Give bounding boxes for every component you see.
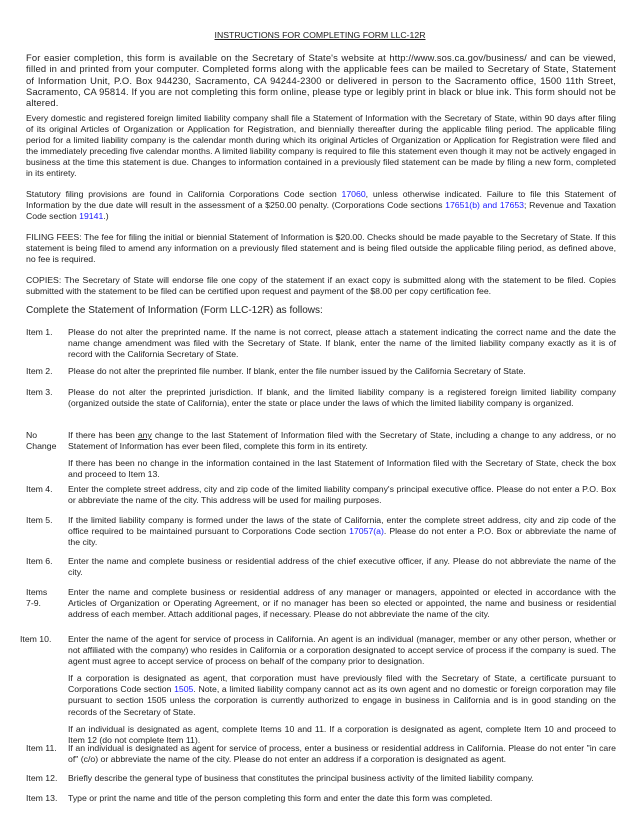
text-part: . Note, a limited liability company cannot act as its own agent and no domestic or foreign corporation may file pursuant to section 1505 unless the corporation is currently authorized to engage in business in California and is in good standing on the records of the Secretary of State.: [68, 684, 616, 717]
item-4: [26, 484, 616, 506]
item-label: Item 1.: [26, 327, 53, 337]
statutory-text-2: , unless otherwise indicated. Failure to file this Statement of Information by the due date will result in the assessment of a $250.00 penalty. (Corporations Code sections: [26, 189, 617, 211]
item-no-change: [26, 430, 616, 480]
items-7-9: [26, 587, 616, 620]
item-label: Item 12.: [26, 773, 58, 783]
label-line-1: No: [26, 430, 38, 440]
item-text: Please do not alter the preprinted file number. If blank, enter the file number issued by the California Secretary of State.: [68, 366, 526, 376]
item-text: If an individual is designated as agent for service of process, enter a business or residential address in California. Please do not enter "in care of" (c/o) or abbreviate the name of the city. Please do not enter an address if a corporation is designated as agent.: [68, 743, 616, 765]
text-part: If a corporation is designated as agent, that corporation must have previously filed with the Secretary of State, a certificate pursuant to Corporations Code section: [68, 673, 616, 695]
statutory-text-1: Statutory filing provisions are found in California Corporations Code section: [26, 189, 342, 199]
item-text: Please do not alter the preprinted jurisdiction. If blank, and the limited liability company is a registered foreign limited liability company (organized outside the state of California), enter the state or place under the laws of which the limited liability company is organized.: [68, 387, 616, 409]
item-text: Enter the name and complete business or residential address of any manager or managers, appointed or elected in accordance with the Articles of Organization or Operating Agreement, or if no manager has been so elected or appointed, the name and business or residential address of each member. Attach additional pages, if necessary. Please do not abbreviate the name of the city.: [68, 587, 616, 620]
item-10-paragraph-2: [68, 673, 616, 717]
item-label: Item 6.: [26, 556, 53, 566]
copies-paragraph: COPIES: The Secretary of State will endorse file one copy of the statement if an exact copy is submitted along with the statement to be filed. Copies submitted with the statement to be filed can be certified upon request and payment of the $8.00 per copy certification fee.: [26, 275, 616, 297]
item-1: [26, 327, 616, 360]
section-17060-link[interactable]: 17060: [341, 189, 366, 199]
item-11: [26, 743, 616, 765]
item-10: [20, 634, 616, 746]
no-change-paragraph-1: [68, 430, 616, 452]
label-line-1: Items: [26, 587, 48, 597]
item-3: [26, 387, 616, 409]
intro-paragraph: For easier completion, this form is available on the Secretary of State's website at http://www.sos.ca.gov/business/ and can be viewed, filled in and printed from your computer. Completed forms along with the applicable fees can be mailed to Secretary of State, Statement of Information Unit, P.O. Box 944230, Sacramento, CA 94244-2300 or delivered in person to the Sacramento office, 1500 11th Street, Sacramento, CA 95814. If you are not completing this form online, please type or legibly print in black or blue ink. This form should not be altered.: [26, 52, 616, 109]
item-10-paragraph-1: Enter the name of the agent for service of process in California. An agent is an individual (manager, member or any other person, whether or not affiliated with the company) who resides in California or a corporation designated to accept service of process if the company is sued. The agent must agree to accept service of process on behalf of the company prior to designation.: [68, 634, 616, 667]
item-label: Item 11.: [26, 743, 57, 753]
item-label: Item 13.: [26, 793, 58, 803]
item-10-paragraph-3: If an individual is designated as agent, complete Items 10 and 11. If a corporation is designated as agent, complete Item 10 and proceed to Item 12 (do not complete Item 11).: [68, 723, 616, 745]
section-17057a-link[interactable]: 17057(a): [349, 526, 384, 537]
item-text: Enter the complete street address, city and zip code of the limited liability company's principal executive office. Please do not enter a P.O. Box or abbreviate the name of the city. This address will be used for mailing purposes.: [68, 484, 616, 506]
label-line-2: Change: [26, 441, 57, 452]
item-label: Item 10.: [20, 634, 52, 644]
item-12: [26, 773, 616, 784]
document-title: INSTRUCTIONS FOR COMPLETING FORM LLC-12R: [214, 30, 426, 40]
label-line-2: 7-9.: [26, 598, 41, 609]
item-13: [26, 793, 616, 804]
no-change-paragraph-2: If there has been no change in the information contained in the last Statement of Information filed with the Secretary of State, check the box and proceed to Item 13.: [68, 458, 616, 480]
section-1505-link[interactable]: 1505: [174, 684, 194, 695]
filing-requirement-paragraph: Every domestic and registered foreign limited liability company shall file a Statement of Information with the Secretary of State, within 90 days after filing of its original Articles of Organization or Application for Registration, and biennially thereafter during the applicable filing period. The applicable filing period for a limited liability company is the calendar month during which its original Articles of Organization or Application for Registration were filed and the immediately preceding five calendar months. A limited liability company is required to file this statement even though it may not be actively engaged in business at the time this statement is due. Changes to information contained in a previously filed statement can be made by filing a new form, completed in its entirety.: [26, 113, 616, 179]
item-2: [26, 366, 616, 377]
item-text: Type or print the name and title of the person completing this form and enter the date this form was completed.: [68, 793, 493, 803]
statutory-text-3: ; Revenue and Taxation Code section: [26, 200, 616, 222]
item-label: Item 2.: [26, 366, 53, 376]
text-part: change to the last Statement of Information filed with the Secretary of State, including a change to any address, or no Statement of Information has ever been filed, complete this form in its entirety.: [68, 430, 616, 452]
instructions-heading: Complete the Statement of Information (Form LLC-12R) as follows:: [26, 305, 323, 316]
item-label: Item 5.: [26, 515, 53, 525]
filing-fees-paragraph: FILING FEES: The fee for filing the initial or biennial Statement of Information is $20.00. Checks should be made payable to the Secretary of State. If this statement is being filed to amend any information on a previously filed statement and is being filed outside the applicable filing period, as defined above, no fee is required.: [26, 232, 616, 265]
item-label: Item 4.: [26, 484, 53, 494]
item-text: [68, 515, 616, 548]
text-part: If the limited liability company is formed under the laws of the state of California, enter the complete street address, city and zip code of the office required to be maintained pursuant to Corporations Code section: [68, 515, 616, 537]
item-6: [26, 556, 616, 578]
item-text: Briefly describe the general type of business that constitutes the principal business activity of the limited liability company.: [68, 773, 534, 783]
text-part: If there has been: [68, 430, 138, 440]
statutory-text-4: .): [103, 211, 109, 222]
item-text: [68, 634, 616, 746]
item-label: [26, 587, 68, 609]
section-19141-link[interactable]: 19141: [79, 211, 104, 222]
item-text: Please do not alter the preprinted name. If the name is not correct, please attach a statement indicating the correct name and the date the name change amendment was filed with the Secretary of State. If blank, enter the name of the limited liability company exactly as it is of record with the California Secretary of State.: [68, 327, 616, 360]
item-label: [26, 430, 68, 452]
item-text: Enter the name and complete business or residential address of the chief executive officer, if any. Please do not abbreviate the name of the city.: [68, 556, 616, 578]
emphasis-any: any: [137, 430, 152, 440]
item-text: [68, 430, 616, 480]
statutory-paragraph: [26, 189, 616, 222]
section-17651-17653-link[interactable]: 17651(b) and 17653: [445, 200, 524, 211]
text-part: . Please do not enter a P.O. Box or abbreviate the name of the city.: [68, 526, 616, 548]
item-5: [26, 515, 616, 548]
item-label: Item 3.: [26, 387, 53, 397]
